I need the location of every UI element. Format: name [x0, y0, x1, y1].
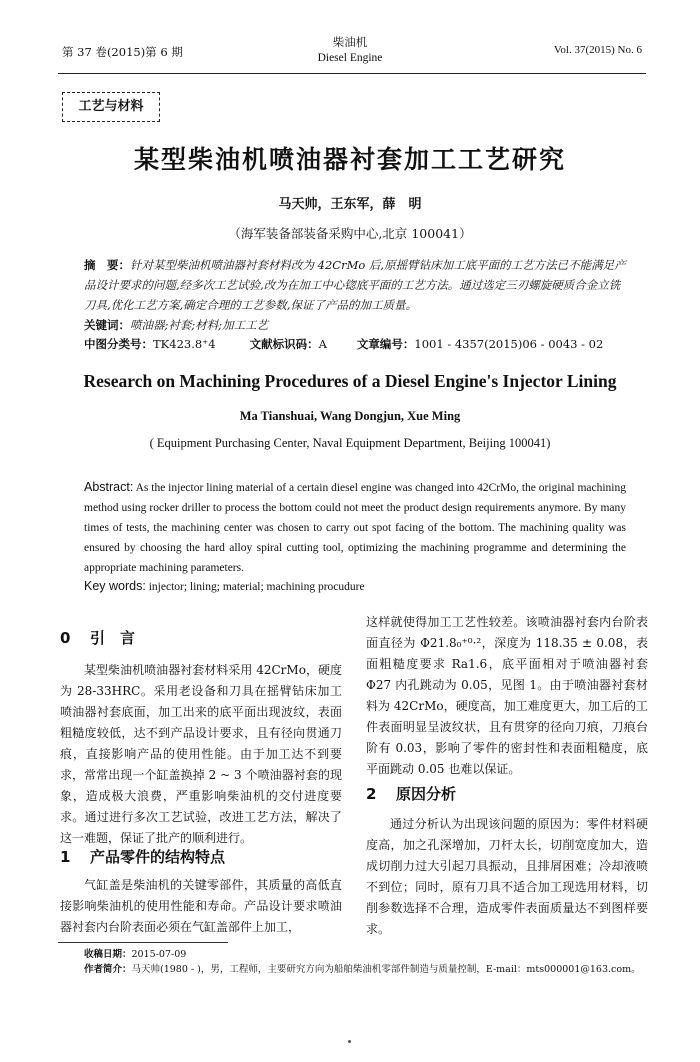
section-1-title: 产品零件的结构特点 — [90, 848, 226, 866]
authors-en: Ma Tianshuai, Wang Dongjun, Xue Ming — [239, 409, 461, 423]
doc-code-value: A — [318, 337, 327, 351]
running-header-left: 第 37 卷(2015)第 6 期 — [62, 45, 183, 59]
keywords-cn — [84, 316, 644, 334]
keywords-en-text: injector; lining; material; machining procudure — [145, 581, 365, 593]
received-value: 2015-07-09 — [131, 949, 187, 960]
continuation-text: 这样就使得加工工艺性较差。该喷油器衬套内台阶表面直径为 Φ21.8₀⁺⁰·²，深度为 118.35 ± 0.08，表面粗糙度要求 Ra1.6，底平面相对于喷油器衬套 Φ27 内孔跳动为 0.05，见图 1。由于喷油器衬套材料为 42CrMo，硬度高，加工难度更大，加工后的工件表面明显呈波纹状，且有贯穿的径向刀痕，刀痕台阶有 0.03，影响了零件的密封性和表面粗糙度，底平面跳动 0.05 也难以保证。 — [366, 615, 648, 776]
authors-cn: 马天帅，王东军，薛 明 — [278, 197, 422, 212]
abstract-en-label: Abstract: — [84, 480, 134, 494]
running-header-journal — [250, 34, 450, 66]
structure-paragraph — [60, 875, 342, 938]
keywords-cn-text: 喷油器;衬套;材料;加工工艺 — [130, 318, 269, 332]
structure-text: 气缸盖是柴油机的关键零部件，其质量的高低直接影响柴油机的使用性能和寿命。产品设计要求喷油器衬套内台阶表面必须在气缸盖部件上加工， — [60, 878, 342, 934]
section-heading-1 — [60, 846, 225, 867]
received-label: 收稿日期： — [84, 949, 132, 960]
abstract-cn — [84, 255, 626, 315]
section-1-number: 1 — [60, 848, 71, 866]
abstract-en — [84, 477, 626, 578]
classification-line — [84, 335, 644, 353]
page-dot-mark — [348, 1040, 351, 1043]
header-rule — [58, 73, 646, 74]
keywords-en — [84, 579, 626, 593]
paper-title-cn: 某型柴油机喷油器衬套加工工艺研究 — [133, 145, 566, 174]
section-label: 工艺与材料 — [62, 92, 160, 122]
footnote-rule — [58, 942, 228, 943]
article-no-value: 1001 - 4357(2015)06 - 0043 - 02 — [414, 337, 604, 351]
keywords-cn-label: 关键词： — [84, 318, 130, 332]
section-2-title: 原因分析 — [396, 785, 457, 803]
cause-paragraph — [366, 814, 648, 940]
section-0-number: 0 — [60, 629, 71, 647]
cause-text: 通过分析认为出现该问题的原因为：零件材料硬度高，加之孔深增加，刀杆太长，切削宽度加大，造成切削力过大引起刀具振动，且排屑困难；冷却液喷不到位；同时，原有刀具不适合加工现选用材料，切削参数选择不合理，造成零件表面质量达不到图样要求。 — [366, 817, 648, 936]
abstract-cn-label: 摘 要： — [84, 258, 130, 272]
author-bio-label: 作者简介： — [84, 964, 132, 975]
intro-text: 某型柴油机喷油器衬套材料采用 42CrMo，硬度为 28-33HRC。采用老设备和刀具在摇臂钻床加工喷油器衬套底面，加工出来的底平面出现波纹，表面粗糙度较低，达不到产品设计要求，且有径向贯通刀痕，直接影响产品的使用性能。由于加工达不到要求，常常出现一个缸盖换掉 2 ~ 3 个喷油器衬套的现象，造成极大浪费，严重影响柴油机的交付进度要求。通过进行多次工艺试验，改进工艺方法，解决了这一难题，保证了批产的顺利进行。 — [60, 663, 342, 845]
journal-name-cn: 柴油机 — [332, 35, 368, 49]
section-0-title: 引 言 — [90, 629, 136, 647]
clc-label: 中图分类号： — [84, 337, 153, 351]
paper-title-en: Research on Machining Procedures of a Diesel Engine's Injector Lining — [83, 371, 617, 391]
journal-name-en: Diesel Engine — [317, 52, 383, 64]
section-2-number: 2 — [366, 785, 377, 803]
affiliation-en: ( Equipment Purchasing Center, Naval Equipment Department, Beijing 100041) — [149, 436, 551, 450]
right-column-continuation — [366, 612, 648, 780]
doc-code-label: 文献标识码： — [249, 337, 319, 351]
section-heading-0 — [60, 627, 135, 648]
article-no-label: 文章编号： — [356, 337, 415, 351]
received-date — [84, 947, 664, 962]
author-bio-value: 马天帅(1980 - )，男，工程师，主要研究方向为船舶柴油机零部件制造与质量控制，E-mail：mts000001@163.com。 — [131, 964, 641, 975]
intro-paragraph — [60, 660, 342, 849]
author-bio — [84, 962, 664, 977]
keywords-en-label: Key words: — [84, 579, 146, 593]
abstract-cn-text: 针对某型柴油机喷油器衬套材料改为 42CrMo 后,原摇臂钻床加工底平面的工艺方法已不能满足产品设计要求的问题,经多次工艺试验,改为在加工中心锪底平面的工艺方法。通过选定三刃螺旋硬质合金立铣刀具,优化工艺方案,确定合理的工艺参数,保证了产品的加工质量。 — [84, 258, 626, 312]
affiliation-cn: （海军装备部装备采购中心,北京 100041） — [228, 226, 472, 241]
running-header-right: Vol. 37(2015) No. 6 — [553, 44, 642, 56]
abstract-en-text: As the injector lining material of a certain diesel engine was changed into 42CrMo, the original machining method using rocker driller to process the bottom could not meet the product design requirements anymore. By many times of tests, the machining center was chosen to carry out spot facing of the bottom. The machining quality was ensured by choosing the hard alloy spiral cutting tool, optimizing the machining programme and determining the appropriate machining parameters. — [84, 482, 626, 574]
clc-value: TK423.8⁺4 — [153, 337, 216, 351]
section-heading-2 — [366, 783, 456, 804]
